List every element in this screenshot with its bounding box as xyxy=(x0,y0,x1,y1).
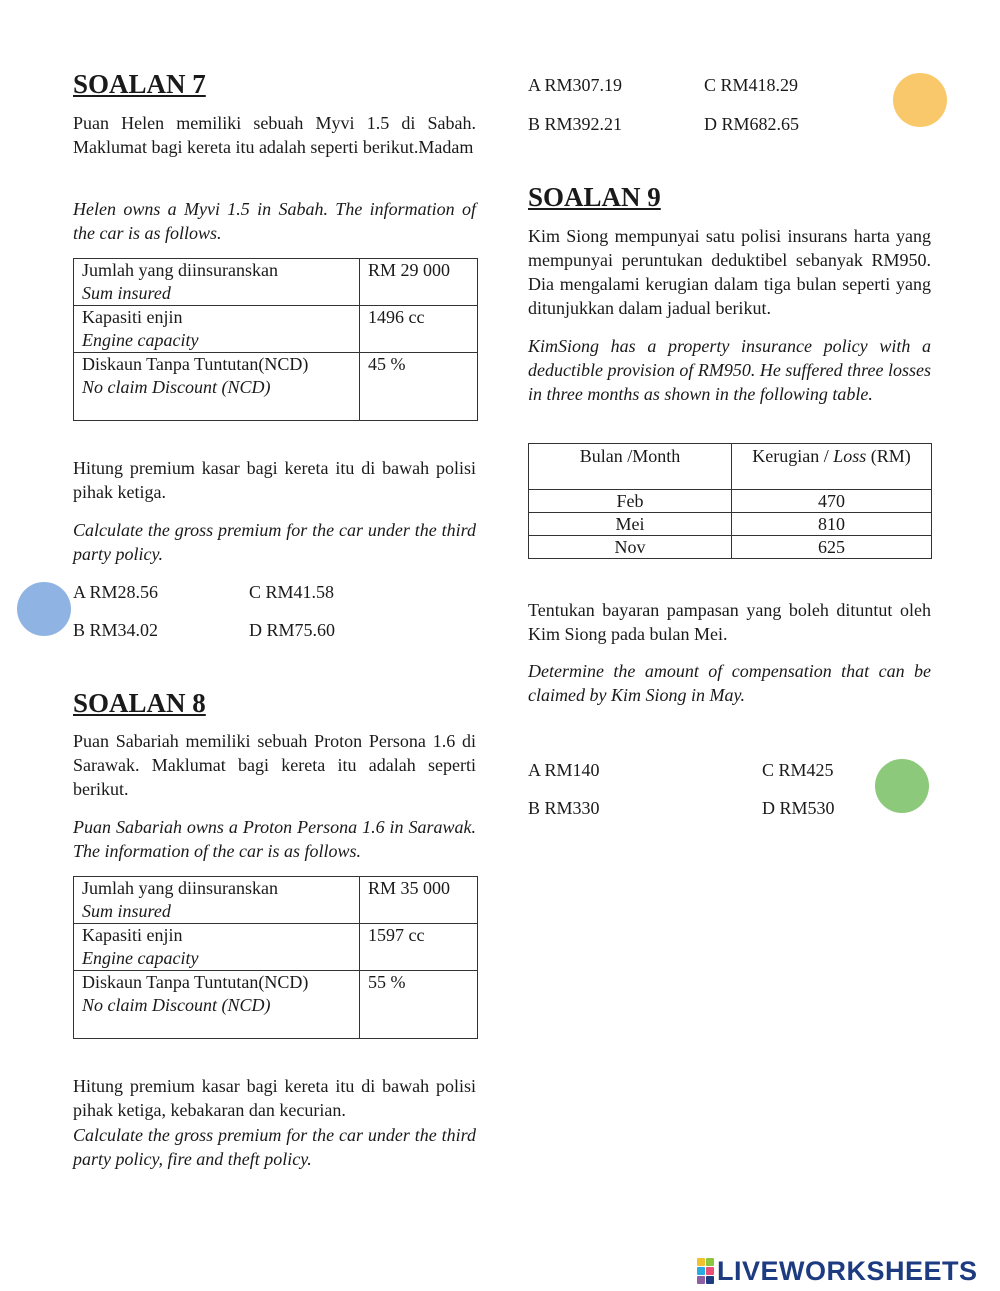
q8-intro-ms: Puan Sabariah memiliki sebuah Proton Persona 1.6 di Sarawak. Maklumat bagi kereta itu adalah seperti berikut. xyxy=(73,731,476,799)
table-cell xyxy=(74,877,360,924)
q7-intro-en: Helen owns a Myvi 1.5 in Sabah. The information of the car is as follows. xyxy=(73,199,476,243)
table-header-row xyxy=(529,444,932,490)
logo-mark-icon xyxy=(697,1258,714,1284)
loss-header-italic: Loss xyxy=(833,446,867,466)
label-en: Engine capacity xyxy=(82,330,199,350)
q9-question-ms: Tentukan bayaran pampasan yang boleh dituntut oleh Kim Siong pada bulan Mei. xyxy=(528,600,931,644)
loss-header-prefix: Kerugian / xyxy=(752,446,834,466)
q7-option-b[interactable]: B RM34.02 xyxy=(73,620,159,640)
table-row xyxy=(529,490,932,513)
label-ms: Diskaun Tanpa Tuntutan(NCD) xyxy=(82,354,309,374)
table-row xyxy=(529,536,932,559)
table-row xyxy=(74,306,478,353)
loss-cell: 470 xyxy=(732,490,932,513)
table-value: 1496 cc xyxy=(360,306,478,353)
q7-heading: SOALAN 7 xyxy=(73,69,206,99)
logo-square-icon xyxy=(697,1276,705,1284)
label-ms: Diskaun Tanpa Tuntutan(NCD) xyxy=(82,972,309,992)
q8-question-ms: Hitung premium kasar bagi kereta itu di bawah polisi pihak ketiga, kebakaran dan kecurian. xyxy=(73,1076,476,1120)
month-cell: Feb xyxy=(529,490,732,513)
table-row xyxy=(74,924,478,971)
q9-option-c[interactable]: C RM425 xyxy=(762,760,834,780)
q9-intro-ms: Kim Siong mempunyai satu polisi insurans harta yang mempunyai peruntukan deduktibel sebanyak RM950. Dia mengalami kerugian dalam tiga bulan seperti yang ditunjukkan dalam jadual berikut. xyxy=(528,226,931,318)
label-ms: Kapasiti enjin xyxy=(82,925,183,945)
month-header: Bulan /Month xyxy=(529,444,732,490)
q9-answer-marker[interactable] xyxy=(875,759,929,813)
table-value: 1597 cc xyxy=(360,924,478,971)
label-en: No claim Discount (NCD) xyxy=(82,995,271,1015)
table-cell xyxy=(74,924,360,971)
logo-square-icon xyxy=(706,1258,714,1266)
table-cell xyxy=(74,971,360,1039)
month-cell: Nov xyxy=(529,536,732,559)
label-en: No claim Discount (NCD) xyxy=(82,377,271,397)
table-cell xyxy=(74,259,360,306)
label-en: Engine capacity xyxy=(82,948,199,968)
table-row xyxy=(529,513,932,536)
label-en: Sum insured xyxy=(82,283,171,303)
logo-text: LIVEWORKSHEETS xyxy=(717,1256,978,1286)
loss-header-suffix: (RM) xyxy=(866,446,911,466)
q7-question-ms: Hitung premium kasar bagi kereta itu di bawah polisi pihak ketiga. xyxy=(73,458,476,502)
logo-square-icon xyxy=(706,1267,714,1275)
table-value: 45 % xyxy=(360,353,478,421)
q7-info-table xyxy=(73,258,478,421)
logo-square-icon xyxy=(697,1267,705,1275)
q8-answer-marker[interactable] xyxy=(893,73,947,127)
q9-heading: SOALAN 9 xyxy=(528,182,661,212)
label-ms: Jumlah yang diinsuranskan xyxy=(82,260,278,280)
table-value: RM 35 000 xyxy=(360,877,478,924)
liveworksheets-logo xyxy=(697,1256,978,1286)
table-row xyxy=(74,353,478,421)
loss-cell: 810 xyxy=(732,513,932,536)
q8-option-b[interactable]: B RM392.21 xyxy=(528,114,623,134)
q9-loss-table xyxy=(528,443,932,559)
label-en: Sum insured xyxy=(82,901,171,921)
table-row xyxy=(74,877,478,924)
loss-header xyxy=(732,444,932,490)
q8-option-a[interactable]: A RM307.19 xyxy=(528,75,623,95)
q9-option-a[interactable]: A RM140 xyxy=(528,760,600,780)
q7-option-a[interactable]: A RM28.56 xyxy=(73,582,159,602)
q7-question-en: Calculate the gross premium for the car under the third party policy. xyxy=(73,520,476,564)
table-cell xyxy=(74,306,360,353)
q9-option-d[interactable]: D RM530 xyxy=(762,798,835,818)
q7-intro-ms: Puan Helen memiliki sebuah Myvi 1.5 di Sabah. Maklumat bagi kereta itu adalah seperti berikut.Madam xyxy=(73,113,476,157)
loss-cell: 625 xyxy=(732,536,932,559)
q7-answer-marker[interactable] xyxy=(17,582,71,636)
q9-option-b[interactable]: B RM330 xyxy=(528,798,600,818)
q7-option-c[interactable]: C RM41.58 xyxy=(249,582,335,602)
table-row xyxy=(74,971,478,1039)
q9-intro-en: KimSiong has a property insurance policy with a deductible provision of RM950. He suffered three losses in three months as shown in the following table. xyxy=(528,336,931,404)
q8-intro-en: Puan Sabariah owns a Proton Persona 1.6 in Sarawak. The information of the car is as follows. xyxy=(73,817,476,861)
month-cell: Mei xyxy=(529,513,732,536)
label-ms: Kapasiti enjin xyxy=(82,307,183,327)
q9-question-en: Determine the amount of compensation that can be claimed by Kim Siong in May. xyxy=(528,661,931,705)
table-row xyxy=(74,259,478,306)
logo-square-icon xyxy=(697,1258,705,1266)
table-cell xyxy=(74,353,360,421)
table-value: 55 % xyxy=(360,971,478,1039)
q8-option-d[interactable]: D RM682.65 xyxy=(704,114,800,134)
q8-option-c[interactable]: C RM418.29 xyxy=(704,75,799,95)
q7-option-d[interactable]: D RM75.60 xyxy=(249,620,336,640)
logo-square-icon xyxy=(706,1276,714,1284)
q8-heading: SOALAN 8 xyxy=(73,688,206,718)
label-ms: Jumlah yang diinsuranskan xyxy=(82,878,278,898)
q8-info-table xyxy=(73,876,478,1039)
table-value: RM 29 000 xyxy=(360,259,478,306)
q8-question-en: Calculate the gross premium for the car under the third party policy, fire and theft policy. xyxy=(73,1125,476,1169)
